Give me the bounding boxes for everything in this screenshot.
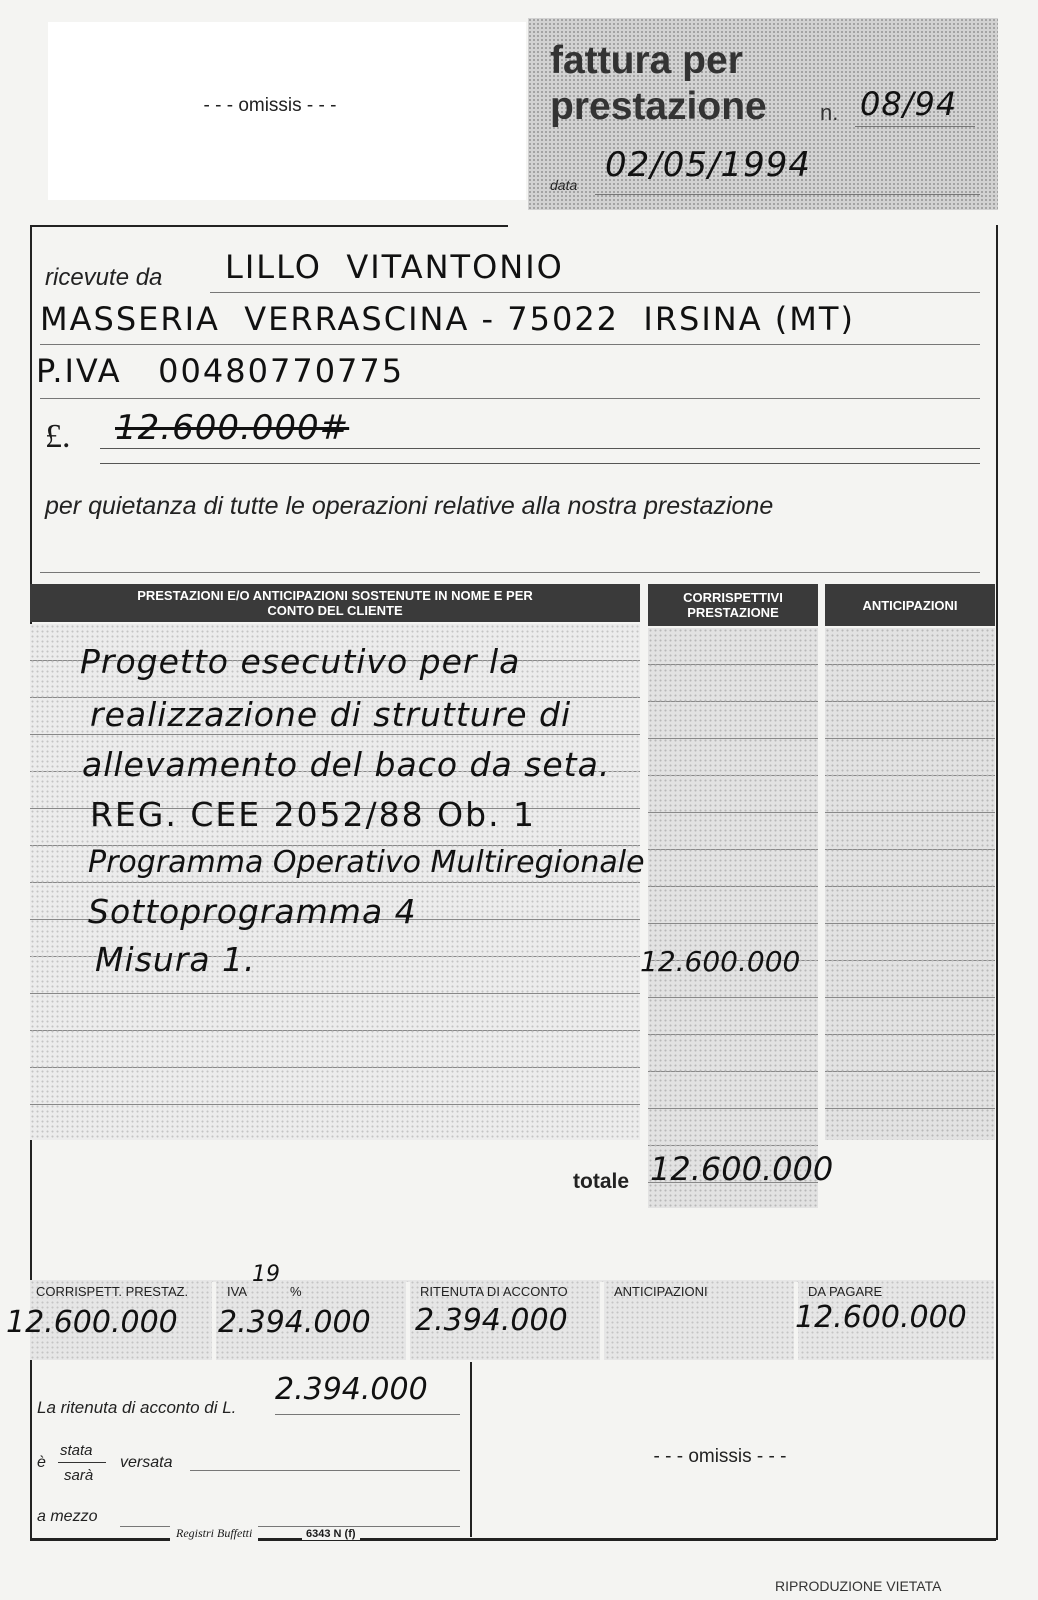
col1-header: PRESTAZIONI E/O ANTICIPAZIONI SOSTENUTE IN NOME E PER CONTO DEL CLIENTE — [30, 584, 640, 622]
col3-body — [825, 628, 995, 1140]
line-2 — [40, 344, 980, 345]
ritenuta-value: 2.394.000 — [415, 1303, 568, 1338]
corrispett-value: 12.600.000 — [6, 1305, 178, 1340]
totale-label: totale — [573, 1170, 630, 1193]
col2-body — [648, 628, 818, 1208]
omissis-top: - - - omissis - - - — [203, 95, 337, 116]
invoice-number: 08/94 — [860, 85, 958, 123]
versata-label: versata — [120, 1454, 173, 1471]
ritenuta-amount: 2.394.000 — [275, 1372, 428, 1407]
date-underline — [595, 194, 980, 195]
col3-header: ANTICIPAZIONI — [825, 584, 995, 626]
stata-sara-divider — [58, 1462, 106, 1463]
form-code: 6343 N (f) — [302, 1528, 360, 1540]
recipient-name: LILLO VITANTONIO — [225, 248, 564, 286]
sara-label: sarà — [64, 1467, 94, 1484]
description-line-1: Progetto esecutivo per la — [80, 642, 521, 681]
summary-divider-3 — [600, 1282, 604, 1360]
date-label: data — [550, 177, 578, 193]
description-line-5: Programma Operativo Multiregionale — [88, 845, 645, 880]
quietanza-text: per quietanza di tutte le operazioni relative alla nostra prestazione — [45, 492, 774, 520]
line-amount: 12.600.000 — [640, 945, 801, 978]
number-underline — [855, 126, 975, 127]
ricevute-label: ricevute da — [45, 264, 163, 291]
frame-top-left-line — [30, 225, 508, 227]
a-mezzo-label: a mezzo — [37, 1508, 98, 1525]
iva-percent: % — [290, 1284, 302, 1299]
col2-header: CORRISPETTIVI PRESTAZIONE — [648, 584, 818, 626]
iva-rate: 19 — [252, 1262, 280, 1287]
riproduzione-vietata: RIPRODUZIONE VIETATA — [775, 1578, 942, 1594]
description-line-7: Misura 1. — [95, 940, 256, 979]
description-line-6: Sottoprogramma 4 — [88, 892, 417, 931]
line-4 — [40, 572, 980, 573]
iva-value: 2.394.000 — [218, 1305, 371, 1340]
iva-label: IVA — [227, 1284, 247, 1299]
description-line-2: realizzazione di strutture di — [90, 695, 572, 734]
document-title-line2: prestazione — [550, 85, 767, 128]
corrispett-label: CORRISPETT. PRESTAZ. — [36, 1284, 189, 1299]
amount-underlines — [100, 448, 980, 464]
currency-symbol: £. — [45, 418, 71, 455]
line-1 — [210, 292, 980, 293]
receipt-amount: 12.600.000# — [115, 408, 350, 448]
description-line-3: allevamento del baco da seta. — [82, 745, 611, 784]
ritenuta-label: RITENUTA DI ACCONTO — [420, 1284, 568, 1299]
omissis-bottom: - - - omissis - - - — [653, 1446, 787, 1467]
da-pagare-value: 12.600.000 — [795, 1300, 967, 1335]
e-label: è — [37, 1454, 46, 1471]
summary-divider-1 — [212, 1282, 216, 1360]
totale-value: 12.600.000 — [650, 1150, 834, 1188]
versata-underline — [190, 1470, 460, 1471]
ritenuta-text: La ritenuta di acconto di L. — [37, 1398, 237, 1417]
invoice-date: 02/05/1994 — [605, 145, 811, 185]
da-pagare-label: DA PAGARE — [808, 1284, 883, 1299]
anticipazioni-label: ANTICIPAZIONI — [614, 1284, 708, 1299]
summary-divider-2 — [406, 1282, 410, 1360]
recipient-address: MASSERIA VERRASCINA - 75022 IRSINA (MT) — [40, 300, 855, 338]
recipient-piva: P.IVA 00480770775 — [36, 352, 405, 390]
document-title-line1: fattura per — [550, 39, 743, 82]
number-label: n. — [820, 100, 839, 125]
ritenuta-underline — [275, 1414, 460, 1415]
brand-mark: Registri Buffetti — [170, 1526, 258, 1541]
line-3 — [40, 398, 980, 399]
stata-label: stata — [60, 1442, 93, 1459]
description-line-4: REG. CEE 2052/88 Ob. 1 — [90, 795, 537, 834]
